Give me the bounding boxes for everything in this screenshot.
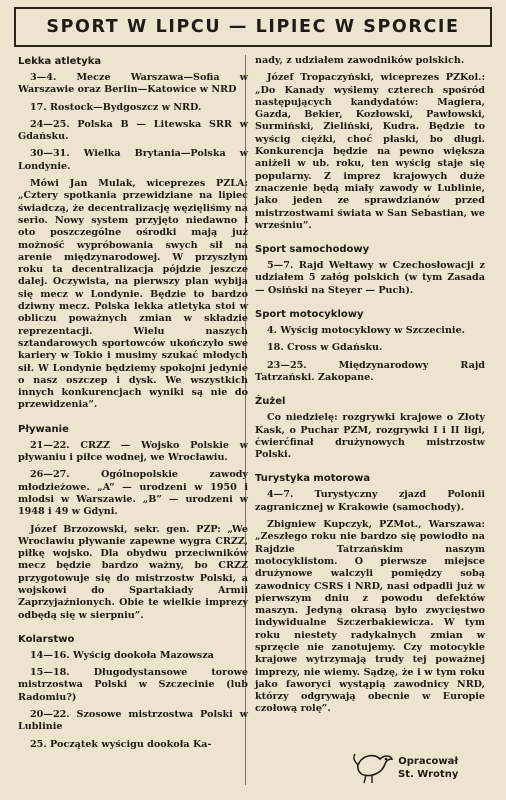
section-heading-touring: Turystyka motorowa: [255, 473, 371, 485]
section-heading-athletics: Lekka atletyka: [18, 56, 102, 67]
touring-entry: 4—7. Turystyczny zjazd Polonii zagranicznej w Krakowie (samochody).: [255, 489, 485, 513]
cycling-entry: 25. Początek wyścigu dookoła Ka-: [30, 738, 212, 750]
section-heading-moto: Sport motocyklowy: [255, 309, 364, 321]
page-title: SPORT W LIPCU — LIPIEC W SPORCIE: [46, 17, 460, 37]
author-name: St. Wrotny: [398, 769, 459, 780]
author-signature: [398, 755, 458, 781]
title-box: [14, 7, 492, 47]
swimming-entry: 21—22. CRZZ — Wojsko Polskie w pływaniu i piłce wodnej, we Wrocławiu.: [18, 439, 248, 464]
moto-entry: 4. Wyścig motocyklowy w Szczecinie.: [267, 325, 466, 337]
swimming-quote: Józef Brzozowski, sekr. gen. PZP: „We Wrocławiu pływanie zapewne wygra CRZZ, piłkę wojsko. Dla obydwu przeciwników mecz będzie bardzo ważny, bo CRZZ przygotowuje się do mistrzostw Polski, a wojskowi do Spartakiady Armii Zaprzyjaźnionych. Obie te wielkie imprezy odbędą się w sierpniu”.: [18, 523, 248, 621]
cycling-entry: 20—22. Szosowe mistrzostwa Polski w Lublinie: [18, 709, 248, 733]
right-column: [255, 55, 485, 721]
moto-entry: 23—25. Międzynarodowy Rajd Tatrzański. Zakopane.: [255, 359, 485, 383]
cycling-quote: Józef Tropaczyński, wiceprezes PZKol.: „Do Kanady wyślemy czterech spośród następujących kandydatów: Magiera, Gazda, Bekier, Kozłowski, Pawłowski, Surmiński, Zieliński, Kudra. Będzie to wyścig ciężki, choć płaski, bo długi. Konkurencja będzie na pewno większa aniżeli w ub. roku, ten wyścig staje się popularny. Z imprez krajowych duże znaczenie będą miały zawody w Lublinie, jako jeden ze sprawdzianów przed mistrzostwami świata w San Sebastian, we wrześniu”.: [255, 72, 485, 231]
speedway-entry: Co niedzielę: rozgrywki krajowe o Złoty Kask, o Puchar PZM, rozgrywki I i II ligi, ćwierćfinał drużynowych mistrzostw Polski.: [255, 412, 485, 461]
moto-entry: 18. Cross w Gdańsku.: [267, 342, 383, 354]
motor-entry: 5—7. Rajd Wełtawy w Czechosłowacji z udziałem 5 załóg polskich (w tym Zasada — Osiński na Steyer — Puch).: [255, 260, 485, 296]
cycling-entry: 14—16. Wyścig dookoła Mazowsza: [30, 649, 214, 661]
section-heading-cycling: Kolarstwo: [18, 633, 75, 645]
athletics-entry: 17. Rostock—Bydgoszcz w NRD.: [30, 101, 202, 113]
touring-quote: Zbigniew Kupczyk, PZMot., Warszawa: „Zeszłego roku nie bardzo się powiodło na Rajdzie Tatrzańskim naszym motocyklistom. O pierwsze miejsce drużynowe walczyli pomiędzy sobą zawodnicy CSRS i NRD, nasi odpadli już w pierwszym dniu z powodu defektów maszyn. Jedyną okrasą było zwycięstwo indywidualne Szczerbakiewicza. W tym roku niestety radykalnych zmian w sprzęcie nie zanotujemy. Czy motocykle krajowe wytrzymają trudy tej poważnej imprezy, nie wiemy. Sądzę, że i w tym roku jako faworyci wystąpią zawodnicy NRD, którzy odgrywają obecnie w Europie czołową rolę”.: [255, 519, 485, 715]
signature-line: Opracował: [398, 756, 459, 767]
section-heading-motor: Sport samochodowy: [255, 244, 370, 256]
athletics-entry: 30—31. Wielka Brytania—Polska w Londynie.: [18, 148, 248, 172]
bird-illustration: [352, 745, 396, 785]
left-column: [18, 55, 248, 756]
cycling-entry: 15—18. Długodystansowe torowe mistrzostwa Polski w Szczecinie (lub Radomiu?): [18, 667, 248, 703]
section-heading-speedway: Żużel: [255, 396, 286, 408]
swimming-entry: 26—27. Ogólnopolskie zawody młodzieżowe. „A” — urodzeni w 1950 i młodsi w Warszawie. „B” — urodzeni w 1948 i 49 w Gdyni.: [18, 469, 248, 518]
cycling-continuation: nady, z udziałem zawodników polskich.: [255, 55, 465, 66]
athletics-entry: 3—4. Mecze Warszawa—Sofia w Warszawie oraz Berlin—Katowice w NRD: [18, 72, 248, 96]
section-heading-swimming: Pływanie: [18, 423, 69, 435]
athletics-quote: Mówi Jan Mulak, wiceprezes PZLA: „Cztery spotkania przewidziane na lipiec świadczą, że decentralizację węzięliśmy na serio. Nowy system przyjęto niedawno i oto poszczególne ośrodki mają już możność wypróbowania swych sił na arenie międzynarodowej. W przyszłym roku ta decentralizacja pójdzie jeszcze dalej. Oczywista, na pierwszy plan wybija się mecz w Londynie. Będzie to bardzo dziwny mecz. Polska lekka atletyka stoi w obliczu poważnych zmian w składzie reprezentacji. Wielu naszych sztandarowych sportowców ukończyło swe kariery w Tokio i musimy szukać młodych sił. W Londynie będziemy spokojni jedynie o nasz oszczep i dysk. We wszystkich innych konkurencjach wyniki są nie do przewidzenia”.: [18, 178, 248, 411]
athletics-entry: 24—25. Polska B — Litewska SRR w Gdańsku.: [18, 118, 248, 143]
